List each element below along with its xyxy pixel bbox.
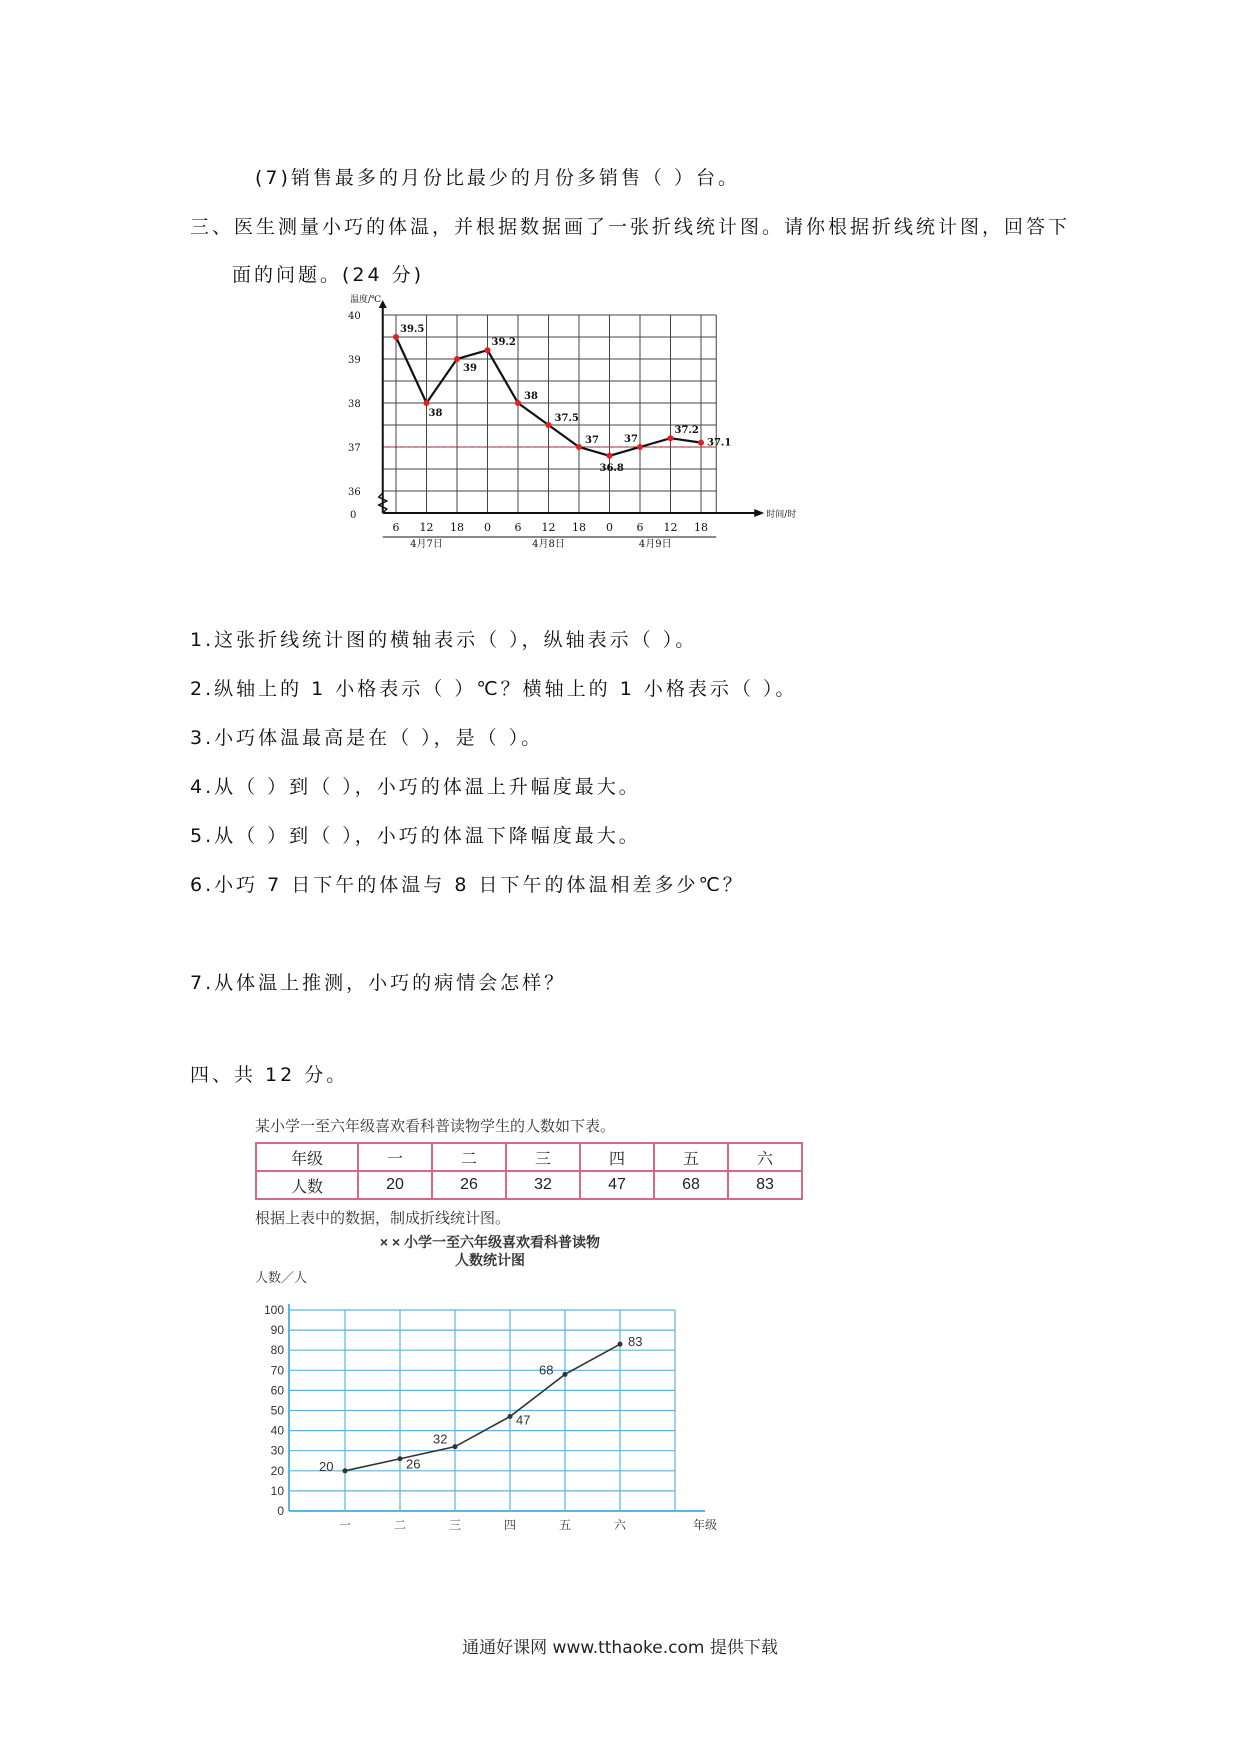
data-label: 26 xyxy=(406,1456,421,1472)
data-label: 20 xyxy=(319,1458,334,1474)
table-cell: 47 xyxy=(580,1171,654,1199)
data-point xyxy=(393,334,399,340)
data-label: 83 xyxy=(628,1334,643,1350)
table-row-label: 人数 xyxy=(256,1171,358,1199)
table-cell: 四 xyxy=(580,1143,654,1171)
q7-line: (7)销售最多的月份比最少的月份多销售（ ）台。 xyxy=(255,167,740,189)
section4-instruction: 根据上表中的数据，制成折线统计图。 xyxy=(255,1209,511,1227)
x-axis-title: 年级 xyxy=(693,1518,718,1532)
reading-line xyxy=(345,1344,620,1471)
data-point xyxy=(668,435,674,441)
y-tick-label: 37 xyxy=(348,443,361,454)
date-label: 4月8日 xyxy=(532,539,565,550)
data-point xyxy=(508,1414,513,1419)
y-tick-label: 70 xyxy=(270,1363,284,1378)
data-label: 39.2 xyxy=(491,337,516,349)
data-label: 38 xyxy=(428,408,443,419)
data-label: 36.8 xyxy=(599,462,624,474)
chart-title: × × 小学一至六年级喜欢看科普读物 xyxy=(379,1234,601,1250)
y-tick-label: 90 xyxy=(270,1323,284,1338)
table-cell: 26 xyxy=(432,1171,506,1199)
x-tick-label: 二 xyxy=(393,1518,407,1532)
x-tick-label: 12 xyxy=(419,521,434,534)
temperature-labels xyxy=(348,293,796,550)
data-label: 37.2 xyxy=(674,425,699,437)
data-point xyxy=(424,400,430,406)
y-tick-label: 40 xyxy=(348,311,361,322)
table-cell: 六 xyxy=(728,1143,802,1171)
y-tick-label: 39 xyxy=(348,355,361,366)
reading-series xyxy=(343,1342,623,1474)
x-tick-label: 0 xyxy=(606,521,613,534)
question-7: 7.从体温上推测，小巧的病情会怎样？ xyxy=(190,972,567,994)
data-point xyxy=(563,1372,568,1377)
data-label: 68 xyxy=(539,1362,554,1378)
x-tick-label: 18 xyxy=(572,521,586,534)
x-tick-label: 6 xyxy=(636,521,644,534)
table-cell: 二 xyxy=(432,1143,506,1171)
data-label: 47 xyxy=(516,1412,531,1428)
x-tick-label: 三 xyxy=(448,1518,462,1532)
reading-line-chart xyxy=(250,1235,730,1545)
question-6: 6.小巧 7 日下午的体温与 8 日下午的体温相差多少℃？ xyxy=(190,874,745,896)
data-label: 37.5 xyxy=(554,413,579,424)
y-axis-title: 温度/℃ xyxy=(350,295,382,305)
x-tick-label: 四 xyxy=(503,1518,517,1532)
y-tick-label: 30 xyxy=(270,1443,284,1458)
data-label: 37.1 xyxy=(707,437,732,449)
table-cell: 32 xyxy=(506,1171,580,1199)
y-tick-label: 0 xyxy=(350,510,357,521)
y-tick-label: 60 xyxy=(270,1383,284,1398)
table-row-label: 年级 xyxy=(256,1143,358,1171)
y-tick-label: 80 xyxy=(270,1343,284,1358)
y-tick-label: 0 xyxy=(277,1504,284,1518)
x-tick-label: 六 xyxy=(613,1518,627,1532)
x-tick-label: 12 xyxy=(541,521,556,534)
y-axis-title: 人数／人 xyxy=(255,1270,308,1285)
section3-title-line2: 面的问题。(24 分) xyxy=(232,264,425,286)
table-row-counts xyxy=(256,1171,802,1199)
table-cell: 五 xyxy=(654,1143,728,1171)
y-tick-label: 100 xyxy=(263,1303,284,1317)
x-tick-label: 18 xyxy=(450,521,464,534)
data-label: 38 xyxy=(524,391,538,402)
question-5: 5.从（ ）到（ ），小巧的体温下降幅度最大。 xyxy=(190,825,641,847)
temperature-line-chart xyxy=(348,295,890,615)
data-label: 37 xyxy=(624,434,638,445)
table-cell: 68 xyxy=(654,1171,728,1199)
section4-intro: 某小学一至六年级喜欢看科普读物学生的人数如下表。 xyxy=(255,1117,616,1135)
data-point xyxy=(515,400,521,406)
x-tick-label: 五 xyxy=(558,1518,572,1532)
question-1: 1.这张折线统计图的横轴表示（ ），纵轴表示（ ）。 xyxy=(190,629,698,651)
data-label: 39.5 xyxy=(400,324,425,335)
date-label: 4月7日 xyxy=(410,539,443,550)
table-cell: 20 xyxy=(358,1171,432,1199)
y-tick-label: 20 xyxy=(270,1463,284,1478)
y-tick-label: 38 xyxy=(348,399,361,410)
question-2: 2.纵轴上的 1 小格表示（ ）℃？横轴上的 1 小格表示（ ）。 xyxy=(190,678,798,700)
data-point xyxy=(398,1456,403,1461)
data-point xyxy=(485,347,491,353)
data-point xyxy=(343,1468,348,1473)
data-label: 39 xyxy=(463,363,477,374)
question-3: 3.小巧体温最高是在（ ），是（ ）。 xyxy=(190,727,544,749)
data-point xyxy=(607,453,613,459)
y-tick-label: 36 xyxy=(348,487,361,498)
data-point xyxy=(546,422,552,428)
data-label: 32 xyxy=(433,1431,448,1447)
y-tick-label: 40 xyxy=(270,1423,284,1438)
grade-count-table xyxy=(255,1142,803,1200)
date-label: 4月9日 xyxy=(638,539,672,550)
data-point xyxy=(453,1444,458,1449)
footer: 通通好课网 www.tthaoke.com 提供下载 xyxy=(462,1638,778,1658)
section3-title-line1: 三、医生测量小巧的体温，并根据数据画了一张折线统计图。请你根据折线统计图，回答下 xyxy=(190,216,1071,238)
x-tick-label: 6 xyxy=(392,521,400,534)
section4-title: 四、共 12 分。 xyxy=(190,1064,349,1086)
x-axis-title: 时间/时 xyxy=(766,510,797,520)
data-point xyxy=(454,356,460,362)
x-axis-arrow xyxy=(754,509,764,517)
x-tick-label: 一 xyxy=(338,1518,352,1532)
x-tick-label: 12 xyxy=(663,521,678,534)
data-label: 37 xyxy=(585,435,599,446)
question-4: 4.从（ ）到（ ），小巧的体温上升幅度最大。 xyxy=(190,776,641,798)
data-point xyxy=(698,440,704,446)
data-point xyxy=(576,444,582,450)
x-tick-label: 0 xyxy=(484,521,491,534)
table-cell: 三 xyxy=(506,1143,580,1171)
chart-subtitle: 人数统计图 xyxy=(455,1252,525,1268)
x-tick-label: 18 xyxy=(694,521,708,534)
table-cell: 一 xyxy=(358,1143,432,1171)
y-tick-label: 10 xyxy=(270,1483,284,1498)
table-row-grades xyxy=(256,1143,802,1171)
reading-labels xyxy=(255,1234,717,1532)
data-point xyxy=(618,1342,623,1347)
reading-grid xyxy=(289,1304,705,1511)
x-tick-label: 6 xyxy=(514,521,522,534)
table-cell: 83 xyxy=(728,1171,802,1199)
y-tick-label: 50 xyxy=(270,1403,284,1418)
